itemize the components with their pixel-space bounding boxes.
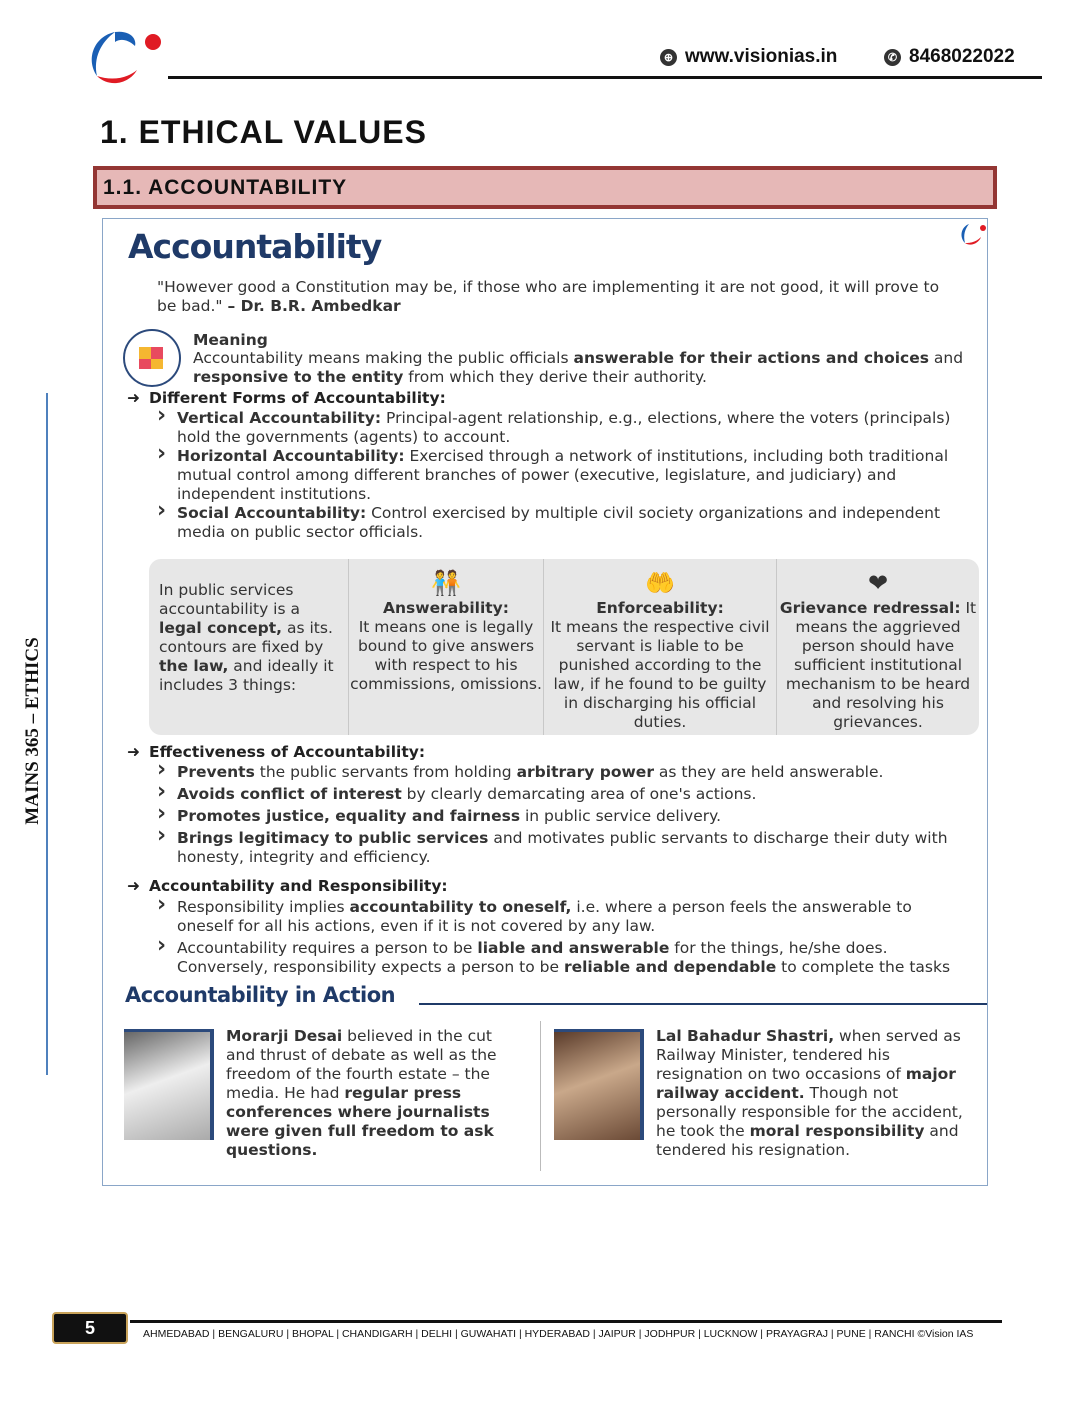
ambedkar-quote bbox=[157, 278, 947, 316]
text-segment: for the things, he/she does. Conversely, responsibility expects a person to be bbox=[177, 939, 888, 976]
meaning-text bbox=[193, 349, 983, 387]
grievance-column bbox=[777, 559, 979, 735]
text-segment: i.e. where a person feels the answerable to oneself for all his actions, even if it is not covered by any law. bbox=[177, 898, 912, 935]
shastri-text bbox=[656, 1027, 971, 1160]
bold-text: Vertical Accountability: bbox=[177, 409, 382, 427]
bold-text: arbitrary power bbox=[516, 763, 654, 781]
effectiveness-heading: Effectiveness of Accountability: bbox=[149, 743, 426, 761]
responsibility-section bbox=[127, 877, 967, 980]
people-heart-icon: 🧑‍🤝‍🧑 bbox=[431, 569, 461, 597]
side-rule bbox=[46, 393, 48, 1075]
arrow-icon: ➜ bbox=[127, 877, 140, 895]
bold-text: answerable for their actions and choices bbox=[573, 349, 929, 367]
meaning-block bbox=[193, 331, 983, 387]
text-segment: Exercised through a network of institutions, including both traditional mutual control among different branches of power (executive, legislature, and judiciary) and independent institutions. bbox=[177, 447, 949, 503]
text-segment: Principal-agent relationship, e.g., elections, where the voters (principals) hold the governments (agents) to account. bbox=[177, 409, 951, 446]
hand-heart-icon: 🤲 bbox=[645, 569, 675, 597]
bold-text: Promotes justice, equality and fairness bbox=[177, 807, 521, 825]
text-segment: In public services accountability is a bbox=[159, 581, 300, 618]
bold-text: moral responsibility bbox=[749, 1122, 925, 1140]
bold-text: Avoids conflict of interest bbox=[177, 785, 402, 803]
text-segment: by clearly demarcating area of one's actions. bbox=[401, 785, 757, 803]
accountability-card bbox=[102, 218, 988, 1186]
legal-concept-intro bbox=[149, 559, 349, 735]
lal-bahadur-shastri-photo bbox=[554, 1029, 644, 1140]
responsibility-heading: Accountability and Responsibility: bbox=[149, 877, 448, 895]
section-title: 1.1. ACCOUNTABILITY bbox=[103, 176, 348, 199]
bold-text: Prevents bbox=[177, 763, 255, 781]
action-divider bbox=[540, 1021, 541, 1171]
bold-text: liable and answerable bbox=[477, 939, 670, 957]
forms-list-item bbox=[155, 409, 957, 447]
responsibility-list-item bbox=[155, 898, 967, 936]
heart-hands-icon: ❤ bbox=[867, 569, 889, 597]
action-heading-rule bbox=[419, 1003, 987, 1005]
vision-ias-logo bbox=[85, 28, 165, 88]
answerability-column bbox=[349, 559, 544, 735]
forms-list-item bbox=[155, 504, 957, 542]
bold-text: Morarji Desai bbox=[226, 1027, 343, 1045]
grievance-text: It means the aggrieved person should have sufficient institutional mechanism to be heard and resolving his grievances. bbox=[785, 599, 977, 731]
bold-text: the law, bbox=[159, 657, 229, 675]
answerability-title: Answerability: bbox=[383, 599, 509, 617]
text-segment: Though not personally responsible for the accident, he took the bbox=[656, 1084, 963, 1140]
phone-number: 8468022022 bbox=[909, 46, 1015, 67]
text-segment: the public servants from holding bbox=[254, 763, 517, 781]
responsibility-list-item bbox=[155, 939, 967, 977]
effectiveness-list-item bbox=[155, 785, 967, 804]
website-contact bbox=[660, 46, 837, 68]
text-segment: Accountability means making the public officials bbox=[193, 349, 574, 367]
arrow-icon: ➜ bbox=[127, 743, 140, 761]
footer-rule bbox=[130, 1320, 1002, 1323]
answerability-text: It means one is legally bound to give answers with respect to his commissions, omissions. bbox=[350, 618, 542, 693]
bold-text: Lal Bahadur Shastri, bbox=[656, 1027, 835, 1045]
text-segment: Accountability requires a person to be bbox=[177, 939, 478, 957]
puzzle-icon bbox=[123, 329, 181, 387]
forms-list-item bbox=[155, 447, 957, 504]
chapter-title: 1. ETHICAL VALUES bbox=[100, 114, 427, 150]
text-segment: and bbox=[928, 349, 964, 367]
website-link[interactable]: www.visionias.in bbox=[685, 46, 838, 67]
text-segment: from which they derive their authority. bbox=[403, 368, 707, 386]
text-segment: Control exercised by multiple civil society organizations and independent media on public sector officials. bbox=[177, 504, 941, 541]
text-segment: "However good a Constitution may be, if those who are implementing it are not good, it will prove to be bad." bbox=[157, 278, 940, 315]
card-title: Accountability bbox=[128, 227, 382, 266]
bold-text: responsive to the entity bbox=[193, 368, 404, 386]
forms-section bbox=[127, 389, 957, 542]
enforceability-title: Enforceability: bbox=[596, 599, 724, 617]
grievance-title: Grievance redressal: bbox=[779, 599, 961, 617]
text-segment: and motivates public servants to discharge their duty with honesty, integrity and efficiency. bbox=[177, 829, 948, 866]
bold-text: accountability to oneself, bbox=[349, 898, 572, 916]
bold-text: Social Accountability: bbox=[177, 504, 367, 522]
morarji-desai-photo bbox=[124, 1029, 214, 1140]
phone-contact bbox=[884, 46, 1015, 68]
bold-text: Horizontal Accountability: bbox=[177, 447, 405, 465]
phone-icon: ✆ bbox=[884, 49, 901, 66]
arrow-icon: ➜ bbox=[127, 389, 140, 407]
text-segment: believed in the cut and thrust of debate as well as the freedom of the fourth estate – the media. He had bbox=[226, 1027, 497, 1102]
section-title-box bbox=[93, 166, 997, 209]
enforceability-text: It means the respective civil servant is liable to be punished according to the law, if he found to be guilty in discharging his official duties. bbox=[550, 618, 770, 731]
globe-icon: ⊕ bbox=[660, 49, 677, 66]
effectiveness-section bbox=[127, 743, 967, 870]
legal-concept-box bbox=[149, 559, 979, 735]
text-segment: in public service delivery. bbox=[520, 807, 722, 825]
small-logo-icon bbox=[957, 221, 987, 247]
bold-text: major railway accident. bbox=[656, 1065, 956, 1102]
text-segment: when served as Railway Minister, tendered his resignation on two occasions of bbox=[656, 1027, 961, 1083]
text-segment: to complete the tasks bbox=[776, 958, 951, 976]
meaning-heading: Meaning bbox=[193, 331, 268, 349]
forms-heading: Different Forms of Accountability: bbox=[149, 389, 446, 407]
effectiveness-list-item bbox=[155, 763, 967, 782]
effectiveness-list-item bbox=[155, 807, 967, 826]
header-rule bbox=[168, 76, 1042, 79]
enforceability-column bbox=[544, 559, 777, 735]
bold-text: regular press conferences where journalists were given full freedom to ask questions. bbox=[226, 1084, 494, 1159]
bold-text: legal concept, bbox=[159, 619, 283, 637]
side-label: MAINS 365 – ETHICS bbox=[22, 637, 43, 825]
morarji-desai-text bbox=[226, 1027, 526, 1160]
bold-text: reliable and dependable bbox=[563, 958, 777, 976]
action-heading: Accountability in Action bbox=[125, 983, 396, 1007]
text-segment: as its. contours are fixed by bbox=[159, 619, 333, 656]
text-segment: and ideally it includes 3 things: bbox=[159, 657, 334, 694]
bold-text: – Dr. B.R. Ambedkar bbox=[227, 297, 401, 315]
text-segment: and tendered his resignation. bbox=[656, 1122, 959, 1159]
text-segment: as they are held answerable. bbox=[653, 763, 884, 781]
bold-text: Brings legitimacy to public services bbox=[177, 829, 489, 847]
page-number: 5 bbox=[52, 1312, 128, 1344]
footer-cities: AHMEDABAD | BENGALURU | BHOPAL | CHANDIGARH | DELHI | GUWAHATI | HYDERABAD | JAIPUR | JODHPUR | LUCKNOW | PRAYAGRAJ | PUNE | RANCHI ©Vision IAS bbox=[143, 1328, 974, 1340]
text-segment: Responsibility implies bbox=[177, 898, 350, 916]
effectiveness-list-item bbox=[155, 829, 967, 867]
